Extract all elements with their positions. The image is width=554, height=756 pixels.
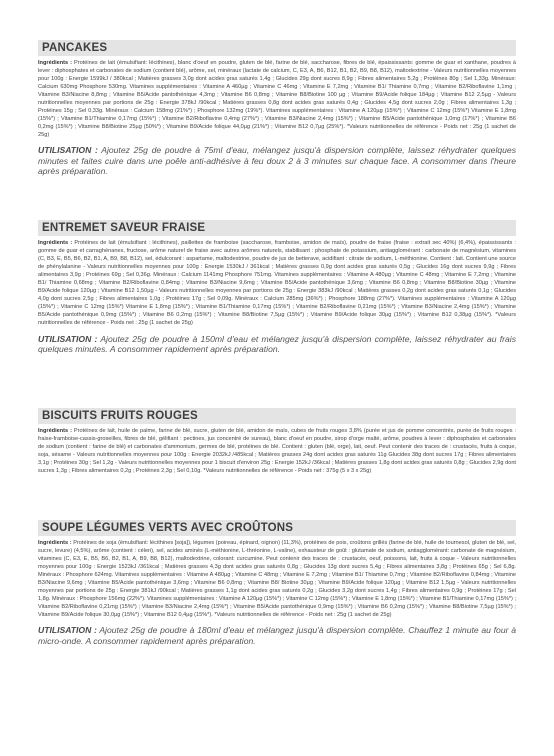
ingredients-text (38, 59, 516, 139)
usage-text (38, 145, 516, 177)
ingredients-body: Protéines de lait, huile de palme, farine de blé, sucre, gluten de blé, amidon de maïs, cubes de fruits rouges 3,8% (purée et jus de pomme concentrés, purée de fruits rouges : fraise-framboise-cassis-groseilles, fibres de blé, gélifiant : pectines, jus concentré de sureau), blanc d'oeuf en poudre, sirop d'orge malté, arôme, poudres à lever : diphosphates et carbonates de sodium (contient : farine de blé) et carbonates d'ammonium, germes de blé, protéines de blé. Contient : gluten (blé, orge), lait, oeuf. Peut contenir des traces de : crustacés, fruits à coque, soja, sésame - Valeurs nutritionnelles moyennes pour 100g : Energie 2032kJ /485kcal ; Matières grasses 24g dont acides gras saturés 11g Glucides 38g dont sucres 17g ; Fibres alimentaires 3,1g ; Protéines 30g ; Sel 1,2g - Valeurs nutritionnelles moyennes pour 1 biscuit d'environ 25g : Energie 152kJ /36kcal ; Matières grasses 1,8g dont acides gras saturés 0,8g ; Glucides 2,9g dont sucres 1,3g ; Fibres alimentaires 0,2g ; Protéines 2,3g ; Sel 0,10g. *Valeurs nutritionnelles de référence - Poids net : 375g (5 x 3 x 25g) (38, 428, 516, 475)
ingredients-body: Protéines de lait (émulsifiant: lécithines), blanc d'oeuf en poudre, gluten de blé, farine de blé, saccharose, fibres de blé, épaississants: gomme de guar et xanthane, poudres à lever : diphosphates et carbonates de sodium (contient blé), arôme, sel, minéraux (lactate de calcium, C, E3, A, B6, B12, B1, B2, B9, B8, B12), maltodextrine - Valeurs nutritionnelles moyennes pour 100g : Energie 1599kJ / 380kcal ; Matières grasses 3,0g dont acides gras saturés 1,4g ; Glucides 29g dont sucres 8,9g ; Fibres alimentaires 5,2g ; Protéines 80g ; Sel 1,33g. Minéraux: Calcium 630mg Phosphore 530mg. Vitamines supplémentaires : Vitamine A 460µg ; Vitamine C 46mg ; Vitamine E 7,2mg ; Vitamine B1/ Thiamine 0,7mg ; Vitamine B2/Riboflavine 1,1mg ; Vitamine B3/Niacine 8,8mg ; Vitamine B5/Acide pantothénique 4,3mg ; Vitamine B6 0,8mg ; Vitamine B8/Biotine 100 µg ; Vitamine B9/Acide folique 184µg ; Vitamine B12 2,5µg - Valeurs nutritionnelles moyennes par portions de 25g : Energie 378kJ /90kcal ; Matières grasses 0,8g dont acides gras saturés 0,4g ; Glucides 4,5g dont sucres 2,0g ; Fibres alimentaires 1,3g ; Protéines 15g ; Sel 0,33g. Minéraux : Calcium 158mg (21%*) ; Phosphore 132mg (19%*). Vitamines supplémentaires : Vitamine A 120µg (15%*) ; Vitamine C 12mg (15%*) Vitamine E 1,8mg (15%*) ; Vitamine B1/Thiamine 0,17mg (15%*) ; Vitamine B2/Riboflavine 0,4mg (27%*) ; Vitamine B3/Niacine 2,4mg (15%*) ; Vitamine B5/Acide pantothénique 1,0mg (17%*) ; Vitamine B6 0,2mg (15%*) ; Vitamine B8/Biotine 25µg (50%*) ; Vitamine B9/Acide folique 44,0µg (21%*) ; Vitamine B12 0,7µg (25%*). *Valeurs nutritionnelles de référence - Poids net : 25g (1 sachet de 25g) (38, 60, 516, 139)
ingredients-body: Protéines de lait (émulsifiant : lécithines), paillettes de framboise (saccharose, framboise, amidon de maïs), poudre de fraise (fraise : extrait sec 40%) (6,4%), épaississants : gomme de guar et carraghénanes, fructose, arôme naturel de fraise avec autres arômes naturels, stabilisant : phosphate de potassium, antiagglomérant : carbonate de magnésium, vitamines (C, B3, E, B5, B6, B2, B1, A, B9, B8, B12), sel, édulcorant : aspartame, maltodextrine, poudre de jus de betterave, acidifiant : citrate de sodium, L-méthionine. Contient : lait. Contient une source de phénylalanine - Valeurs nutritionnelles moyennes pour 100g : Energie 1530kJ / 361kcal ; Matières grasses 0,9g dont acides gras saturés 0,5g ; Glucides 16g dont sucres 9,9g ; Fibres alimentaires 3,9g ; Protéines 69g ; Sel 0,36g. Minéraux : Calcium 1141mg Phosphore 751mg. Vitamines supplémentaires : Vitamine A 480µg ; Vitamine C 48mg ; Vitamine E 7,2mg ; Vitamine B1/ Thiamine 0,68mg ; Vitamine B2/Riboflavine 0,84mg ; Vitamine B3/Niacine 9,6mg ; Vitamine B5/Acide pantothénique 3,6mg ; Vitamine B6 0,8mg ; Vitamine B8/Biotine 30µg ; Vitamine B9/Acide folique 120µg ; Vitamine B12 1,50µg - Valeurs nutritionnelles moyennes par portions de 25g : Energie 383kJ /90kcal ; Matières grasses 0,2g dont acides gras saturés 0,1g ; Glucides 4,0g dont sucres 2,5g ; Fibres alimentaires 1,0g ; Protéines 17g ; Sel 0,09g. Minéraux : Calcium 285mg (36%*) ; Phosphore 188mg (27%*). Vitamines supplémentaires : Vitamine A 120µg (15%*) ; Vitamine C 12mg (15%*) Vitamine E 1,8mg (15%*) ; Vitamine B1/Thiamine 0,17mg (15%*) ; Vitamine B2/Riboflavine 0,21mg (15%*) ; Vitamine B3/Niacine 2,4mg (15%*) ; Vitamine B5/Acide pantothénique 0,9mg (15%*) ; Vitamine B6 0,2mg (15%*) ; Vitamine B8/Biotine 7,5µg (15%*) ; Vitamine B9/Acide folique 30µg (15%*) ; Vitamine B12 0,38µg (15%*). *Valeurs nutritionnelles de référence - Poids net : 25g (1 sachet de 25g) (38, 240, 516, 327)
ingredients-label: Ingrédients : (38, 240, 73, 246)
section-entremet-fraise (38, 220, 516, 355)
ingredients-text (38, 239, 516, 328)
ingredients-text (38, 539, 516, 619)
section-title: ENTREMET SAVEUR FRAISE (38, 220, 516, 236)
section-soupe-legumes-verts (38, 520, 516, 646)
usage-label: UTILISATION : (38, 625, 97, 636)
section-biscuits-fruits-rouges (38, 408, 516, 475)
usage-body: Ajoutez 25g de poudre à 180ml d'eau et mélangez jusqu'à dispersion complète. Chauffez 1 minute au four à micro-onde. A consommer rapidement après préparation. (38, 625, 516, 646)
section-title: BISCUITS FRUITS ROUGES (38, 408, 516, 424)
usage-body: Ajoutez 25g de poudre à 150ml d'eau et mélangez jusqu'à dispersion complète, laissez réhydrater au frais quelques minutes. A consommer rapidement après préparation. (38, 333, 516, 355)
ingredients-body: Protéines de soja (émulsifiant: lécithines [soja]), légumes (poireau, épinard, oignon) (11,3%), protéines de pois, croûtons grillés (farine de blé, huile de tournesol, gluten de blé, sel, sucre, levure) (4,5%), arôme (contient : céleri), sel, acides aminés (L-méthionine, L-thréonine, L-valine), exhausteur de goût : glutamate de sodium, antiagglomérant: carbonate de magnésium, vitamines (C, E3, E, B5, B6, B2, B1, A, B9, B8, B12), maltodextrine, colorant: curcumine. Peut contenir des traces de : crustacés, oeuf, poissons, lait, fruits à coque - Valeurs nutritionnelles moyennes pour 100g : Energie 1523kJ /361kcal ; Matières grasses 4,3g dont acides gras saturés 0,8g ; Glucides 13g dont sucres 5,4g ; Fibres alimentaires 3,8g ; Protéines 65g ; Sel 6,8g. Minéraux : Phosphore 624mg. Vitamines supplémentaires : Vitamine A 480µg ; Vitamine C 48mg ; Vitamine E 7,2mg ; Vitamine B1/ Thiamine 0,7mg ; Vitamine B2/Riboflavine 0,84mg ; Vitamine B3/Niacine 9,6mg ; Vitamine B5/Acide pantothénique 3,6mg ; Vitamine B6 0,8mg ; Vitamine B8/ Biotine 30µg ; Vitamine B9/Acide folique 120µg ; Vitamine B12 1,5µg - Valeurs nutritionnelles moyennes par portions de 25g : Energie 381kJ /90kcal ; Matières grasses 1,1g dont acides gras saturés 0,2g ; Glucides 3,2g dont sucres 1,4g ; Fibres alimentaires 0,9g ; Protéines 17g ; Sel 1,8g. Minéraux : Phosphore 156mg (22%*). Vitamines supplémentaires : Vitamine A 120µg (15%*) ; Vitamine C 12mg (15%*) ; Vitamine E 1,8mg (15%*) ; Vitamine B1/Thiamine 0,17mg (15%*) ; Vitamine B2/Riboflavine 0,21mg (15%*) ; Vitamine B3/Niacine 2,4mg (15%*) ; Vitamine B5/Acide pantothénique 0,9mg (15%*) ; Vitamine B6 0,2mg (15%*) ; Vitamine B8/Biotine 7,5µg (15%*) ; Vitamine B9/Acide folique 30,0µg (15%*) ; Vitamine B12 0,4µg (15%*). *Valeurs nutritionnelles de référence - Poids net : 25g (1 sachet de 25g) (38, 540, 516, 619)
section-pancakes (38, 40, 516, 177)
usage-text (38, 625, 516, 646)
usage-body: Ajoutez 25g de poudre à 75ml d'eau, mélangez jusqu'à dispersion complète, laissez réhydrater quelques minutes et faites cuire dans une poêle anti-adhésive à feu doux 2 à 3 minutes sur chaque face. A consommer dans l'heure après préparation. (38, 145, 516, 177)
section-title: SOUPE LÉGUMES VERTS AVEC CROÛTONS (38, 520, 516, 536)
usage-text (38, 334, 516, 355)
usage-label: UTILISATION : (38, 145, 98, 156)
usage-label: UTILISATION : (38, 333, 98, 344)
ingredients-text (38, 427, 516, 475)
ingredients-label: Ingrédients : (38, 540, 72, 546)
ingredients-label: Ingrédients : (38, 428, 72, 434)
ingredients-label: Ingrédients : (38, 60, 73, 66)
section-title: PANCAKES (38, 40, 516, 56)
